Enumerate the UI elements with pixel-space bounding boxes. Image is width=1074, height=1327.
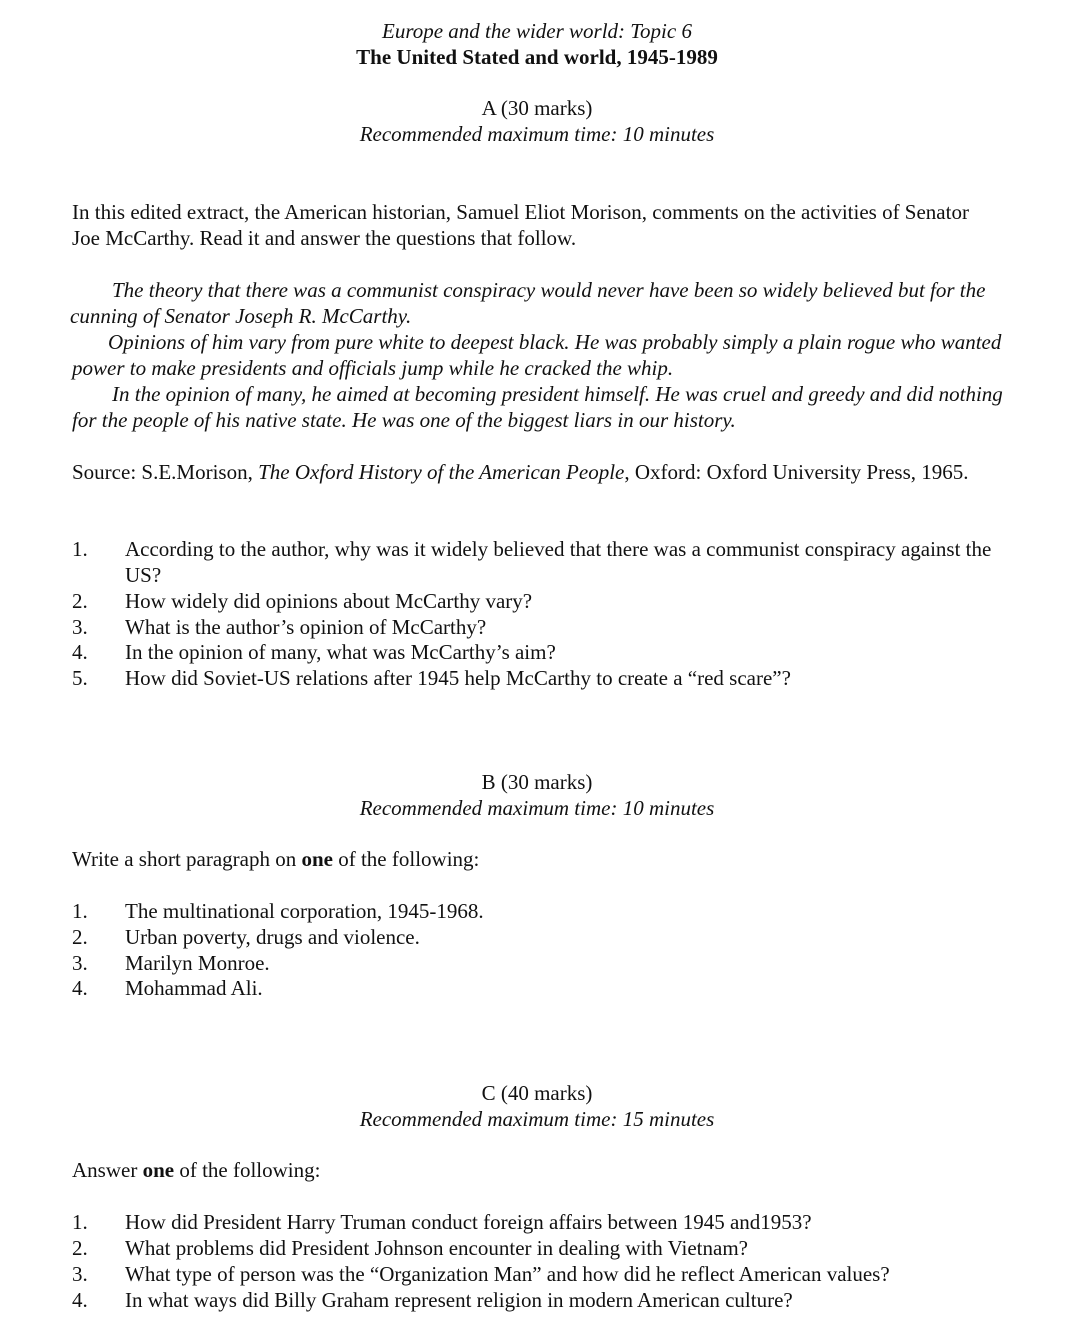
section-c-time: Recommended maximum time: 15 minutes bbox=[359, 1107, 715, 1131]
section-c-instruction bbox=[72, 1157, 1002, 1183]
quote-paragraph-3: In the opinion of many, he aimed at becoming president himself. He was cruel and greedy and did nothing for the people of his native state. He was one of the biggest liars in our history. bbox=[72, 382, 1003, 432]
question-number: 3. bbox=[72, 1262, 88, 1286]
question-text: What type of person was the “Organization Man” and how did he reflect American values? bbox=[125, 1262, 890, 1286]
section-a-heading: A (30 marks) bbox=[481, 96, 593, 120]
question-number: 1. bbox=[72, 537, 88, 561]
page-title: The United Stated and world, 1945-1989 bbox=[356, 45, 718, 69]
question-number: 2. bbox=[72, 589, 88, 613]
instruction-emphasis: one bbox=[301, 847, 333, 871]
section-b-instruction bbox=[72, 846, 1002, 872]
question-number: 4. bbox=[72, 1288, 88, 1312]
source-suffix: , Oxford: Oxford University Press, 1965. bbox=[624, 460, 969, 484]
question-text: How did President Harry Truman conduct foreign affairs between 1945 and1953? bbox=[125, 1210, 812, 1234]
quote-paragraph-2: Opinions of him vary from pure white to deepest black. He was probably simply a plain rogue who wanted power to make presidents and officials jump while he cracked the whip. bbox=[72, 330, 1002, 380]
question-text: What is the author’s opinion of McCarthy? bbox=[125, 615, 487, 639]
question-text: The multinational corporation, 1945-1968. bbox=[125, 899, 484, 923]
source-citation bbox=[72, 459, 987, 485]
section-a-intro: In this edited extract, the American historian, Samuel Eliot Morison, comments on the activities of Senator Joe McCarthy. Read it and answer the questions that follow. bbox=[72, 200, 969, 250]
question-text: Urban poverty, drugs and violence. bbox=[125, 925, 420, 949]
section-b-heading: B (30 marks) bbox=[481, 770, 593, 794]
question-number: 3. bbox=[72, 615, 88, 639]
instruction-prefix: Answer bbox=[72, 1158, 143, 1182]
instruction-prefix: Write a short paragraph on bbox=[72, 847, 302, 871]
question-number: 1. bbox=[72, 899, 88, 923]
question-number: 4. bbox=[72, 640, 88, 664]
source-prefix: Source: S.E.Morison, bbox=[72, 460, 259, 484]
question-number: 4. bbox=[72, 976, 88, 1000]
section-b-time: Recommended maximum time: 10 minutes bbox=[359, 796, 715, 820]
question-text: According to the author, why was it widely believed that there was a communist conspiracy against the US? bbox=[125, 537, 992, 587]
question-text: What problems did President Johnson encounter in dealing with Vietnam? bbox=[125, 1236, 748, 1260]
section-a-time: Recommended maximum time: 10 minutes bbox=[359, 122, 715, 146]
question-number: 3. bbox=[72, 951, 88, 975]
source-title: The Oxford History of the American People bbox=[258, 460, 625, 484]
question-number: 2. bbox=[72, 1236, 88, 1260]
question-text: How widely did opinions about McCarthy vary? bbox=[125, 589, 533, 613]
question-text: In the opinion of many, what was McCarthy’s aim? bbox=[125, 640, 556, 664]
question-text: How did Soviet-US relations after 1945 help McCarthy to create a “red scare”? bbox=[125, 666, 791, 690]
question-number: 1. bbox=[72, 1210, 88, 1234]
question-number: 2. bbox=[72, 925, 88, 949]
topic-line: Europe and the wider world: Topic 6 bbox=[382, 19, 692, 43]
instruction-suffix: of the following: bbox=[332, 847, 480, 871]
question-text: Mohammad Ali. bbox=[125, 976, 263, 1000]
question-text: In what ways did Billy Graham represent religion in modern American culture? bbox=[125, 1288, 793, 1312]
question-text: Marilyn Monroe. bbox=[125, 951, 270, 975]
instruction-emphasis: one bbox=[142, 1158, 175, 1182]
question-number: 5. bbox=[72, 666, 88, 690]
section-c-heading: C (40 marks) bbox=[481, 1081, 593, 1105]
instruction-suffix: of the following: bbox=[174, 1158, 321, 1182]
quote-paragraph-1: The theory that there was a communist conspiracy would never have been so widely believed but for the cunning of Senator Joseph R. McCarthy. bbox=[70, 278, 986, 328]
